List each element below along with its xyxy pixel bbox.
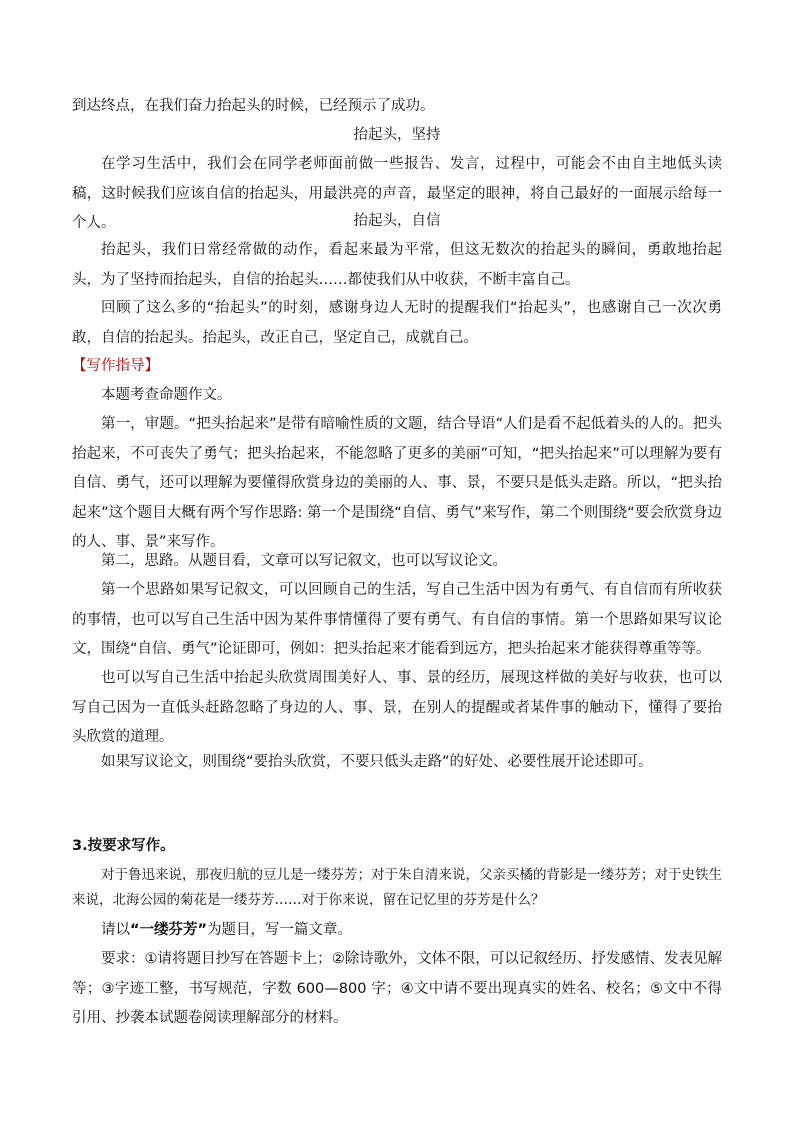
section-label-writing-guide: 【写作指导】 bbox=[72, 358, 159, 374]
question-task bbox=[72, 916, 722, 946]
essay-paragraph: 回顾了这么多的“抬起头”的时刻，感谢身边人无时的提醒我们“抬起头”，也感谢自己一次次勇敢，自信的抬起头。抬起头，改正自己，坚定自己，成就自己。 bbox=[72, 300, 722, 346]
task-suffix: 为题目，写一篇文章。 bbox=[207, 922, 353, 938]
essay-paragraph: 在学习生活中，我们会在同学老师面前做一些报告、发言，过程中，可能会不由自主地低头读稿，这时候我们应该自信的抬起头，用最洪亮的声音，最坚定的眼神，将自己最好的一面展示给每一个人。 bbox=[72, 156, 722, 231]
guide-paragraph: 第二，思路。从题目看，文章可以写记叙文，也可以写议论文。 bbox=[101, 553, 507, 569]
essay-line: 到达终点，在我们奋力抬起头的时候，已经预示了成功。 bbox=[72, 98, 435, 114]
essay-title-required: “一缕芬芳” bbox=[130, 922, 208, 938]
guide-paragraph: 也可以写自己生活中抬起头欣赏周围美好人、事、景的经历，展现这样做的美好与收获，也可以写自己因为一直低头赶路忽略了身边的人、事、景，在别人的提醒或者某件事的触动下，懂得了要抬头欣赏的道理。 bbox=[72, 670, 722, 745]
question-heading: 3.按要求写作。 bbox=[72, 838, 175, 854]
essay-paragraph: 抬起头，我们日常经常做的动作，看起来最为平常，但这无数次的抬起头的瞬间，勇敢地抬起头，为了坚持而抬起头，自信的抬起头……都使我们从中收获，不断丰富自己。 bbox=[72, 242, 722, 288]
question-requirements: 要求：①请将题目抄写在答题卡上；②除诗歌外，文体不限，可以记叙经历、抒发感情、发表见解等；③字迹工整，书写规范，字数 600—800 字；④文中请不要出现真实的姓名、校名；⑤文中不得引用、抄袭本试题卷阅读理解部分的材料。 bbox=[72, 951, 722, 1026]
guide-paragraph: 如果写议论文，则围绕“要抬头欣赏，不要只低头走路”的好处、必要性展开论述即可。 bbox=[101, 754, 653, 770]
guide-paragraph: 第一个思路如果写记叙文，可以回顾自己的生活，写自己生活中因为有勇气、有自信而有所收获的事情，也可以写自己生活中因为某件事情懂得了要有勇气、有自信的事情。第一个思路如果写议论文，围绕“自信、勇气”论证即可，例如：把头抬起来才能看到远方，把头抬起来才能获得尊重等等。 bbox=[72, 582, 722, 657]
essay-subheading: 抬起头，自信 bbox=[353, 213, 441, 229]
guide-paragraph: 第一，审题。“把头抬起来”是带有暗喻性质的文题，结合导语“人们是看不起低着头的人的。把头抬起来，不可丧失了勇气；把头抬起来，不能忽略了更多的美丽”可知，“把头抬起来”可以理解为要有自信、勇气，还可以理解为要懂得欣赏身边的美丽的人、事、景，不要只是低头走路。所以，“把头抬起来”这个题目大概有两个写作思路: 第一个是围绕“自信、勇气”来写作，第二个则围绕“要会欣赏身边的人、事、景”来写作。 bbox=[72, 416, 722, 550]
question-prompt: 对于鲁迅来说，那夜归航的豆儿是一缕芬芳；对于朱自清来说，父亲买橘的背影是一缕芬芳；对于史铁生来说，北海公园的菊花是一缕芬芳……对于你来说，留在记忆里的芬芳是什么？ bbox=[72, 867, 722, 908]
task-prefix: 请以 bbox=[101, 922, 130, 938]
essay-subheading: 抬起头，坚持 bbox=[353, 127, 441, 143]
guide-paragraph: 本题考查命题作文。 bbox=[101, 387, 232, 403]
